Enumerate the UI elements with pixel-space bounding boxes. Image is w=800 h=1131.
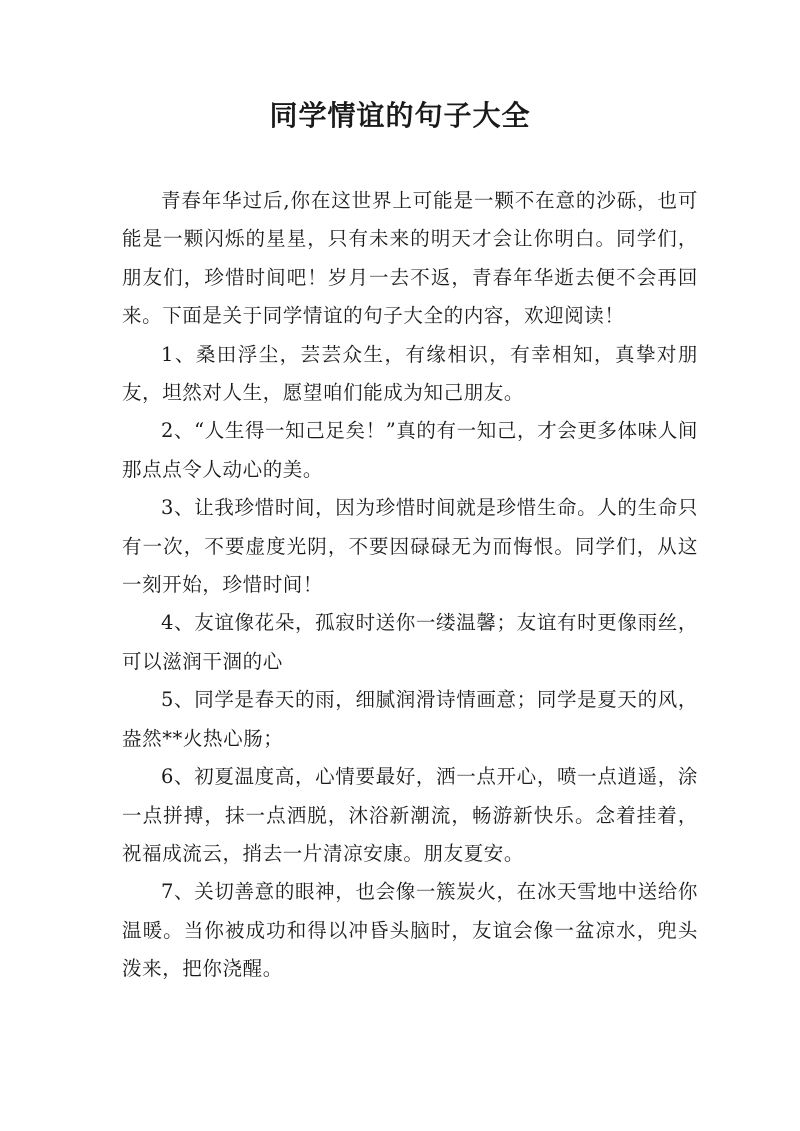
paragraph-item-5: 5、同学是春天的雨，细腻润滑诗情画意；同学是夏天的风，盎然**火热心肠； — [122, 688, 698, 750]
paragraph-intro: 青春年华过后,你在这世界上可能是一颗不在意的沙砾，也可能是一颗闪烁的星星，只有未来的明天才会让你明白。同学们，朋友们，珍惜时间吧！岁月一去不返，青春年华逝去便不会再回来。下面是关于同学情谊的句子大全的内容，欢迎阅读！ — [122, 189, 698, 328]
paragraph-item-2: 2、“人生得一知己足矣！”真的有一知己，才会更多体味人间那点点令人动心的美。 — [122, 419, 698, 481]
paragraph-item-3: 3、让我珍惜时间，因为珍惜时间就是珍惜生命。人的生命只有一次，不要虚度光阴，不要因碌碌无为而悔恨。同学们，从这一刻开始，珍惜时间！ — [122, 496, 698, 597]
paragraph-item-1: 1、桑田浮尘，芸芸众生，有缘相识，有幸相知，真挚对朋友，坦然对人生，愿望咱们能成为知己朋友。 — [122, 342, 698, 405]
paragraph-item-4: 4、友谊像花朵，孤寂时送你一缕温馨；友谊有时更像雨丝，可以滋润干涸的心 — [122, 611, 698, 673]
document-title: 同学情谊的句子大全 — [269, 99, 531, 132]
paragraph-item-7: 7、关切善意的眼神，也会像一簇炭火，在冰天雪地中送给你温暖。当你被成功和得以冲昏头脑时，友谊会像一盆凉水，兜头泼来，把你浇醒。 — [122, 880, 698, 981]
document-body — [122, 182, 698, 989]
paragraph-item-6: 6、初夏温度高，心情要最好，洒一点开心，喷一点逍遥，涂一点拼搏，抹一点洒脱，沐浴新潮流，畅游新快乐。念着挂着，祝福成流云，捎去一片清凉安康。朋友夏安。 — [122, 765, 698, 865]
